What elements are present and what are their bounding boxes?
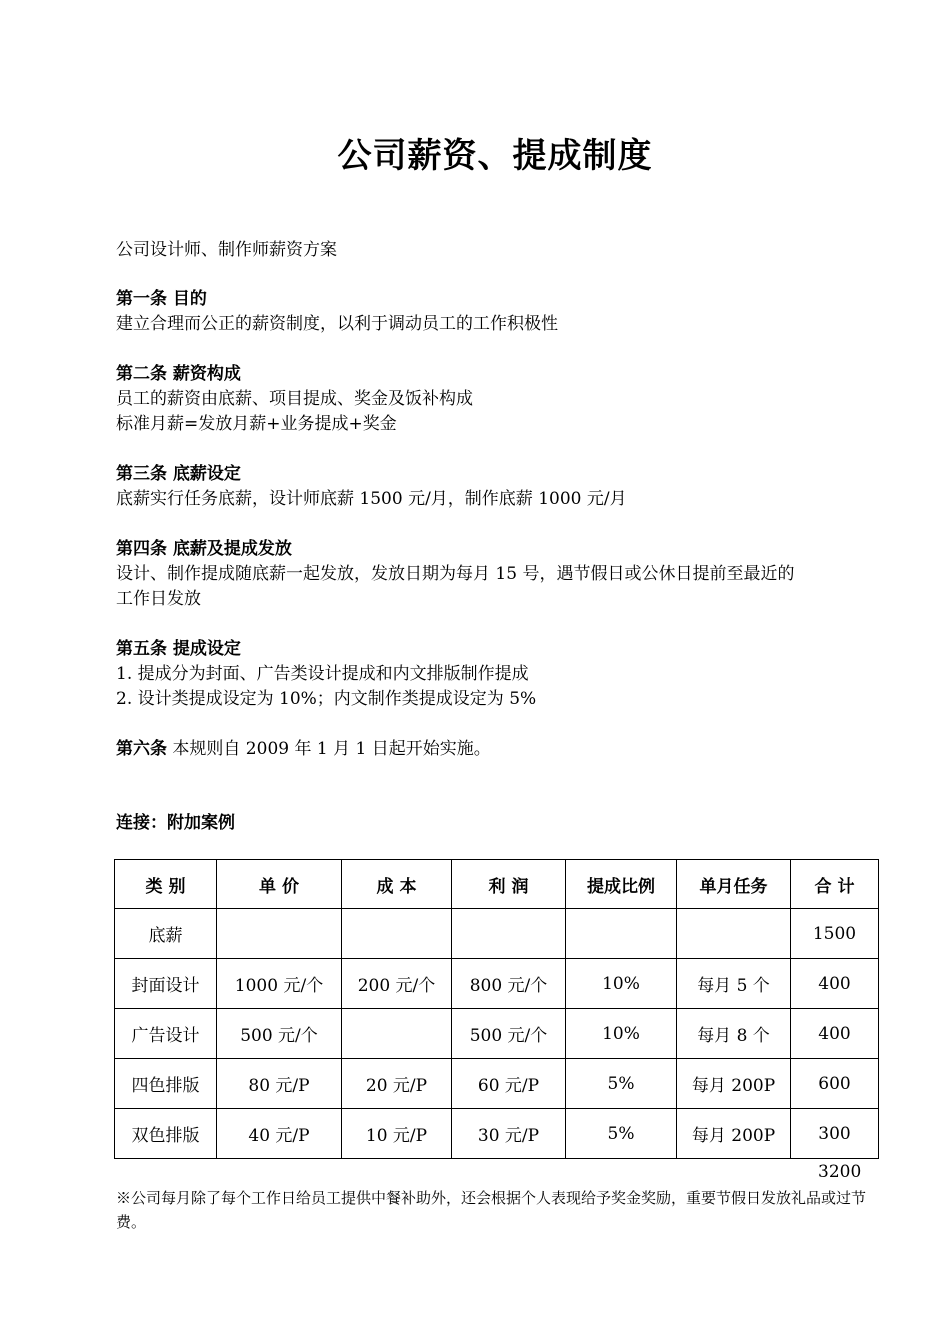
table-cell: 200 元/个 <box>342 959 452 1009</box>
article-5-heading: 第五条 提成设定 <box>116 639 241 659</box>
article-1-heading: 第一条 目的 <box>116 289 207 309</box>
table-cell: 60 元/P <box>452 1059 566 1109</box>
table-cell: 80 元/P <box>217 1059 342 1109</box>
table-cell <box>677 909 791 959</box>
table-cell: 400 <box>791 1009 879 1059</box>
article-6-heading: 第六条 <box>116 739 167 759</box>
table-cell: 1000 元/个 <box>217 959 342 1009</box>
table-cell: 300 <box>791 1109 879 1159</box>
table-cell <box>452 909 566 959</box>
grand-total: 3200 <box>818 1162 862 1182</box>
table-cell: 10% <box>566 1009 677 1059</box>
header-total: 合 计 <box>791 860 879 909</box>
table-cell: 每月 5 个 <box>677 959 791 1009</box>
header-cost: 成 本 <box>342 860 452 909</box>
table-cell: 双色排版 <box>115 1109 217 1159</box>
article-3-line-1: 底薪实行任务底薪，设计师底薪 1500 元/月，制作底薪 1000 元/月 <box>116 489 627 509</box>
footnote: ※公司每月除了每个工作日给员工提供中餐补助外，还会根据个人表现给予奖金奖励，重要节假日发放礼品或过节费。 <box>116 1189 867 1231</box>
table-header-row <box>115 860 879 909</box>
table-cell: 每月 200P <box>677 1059 791 1109</box>
subtitle: 公司设计师、制作师薪资方案 <box>116 240 337 260</box>
table-cell: 1500 <box>791 909 879 959</box>
article-6-text: 本规则自 2009 年 1 月 1 日起开始实施。 <box>167 739 491 759</box>
table-cell: 5% <box>566 1059 677 1109</box>
article-4-line-2: 工作日发放 <box>116 589 201 609</box>
table-cell: 40 元/P <box>217 1109 342 1159</box>
table-cell: 四色排版 <box>115 1059 217 1109</box>
table-row <box>115 959 879 1009</box>
table-cell <box>342 1009 452 1059</box>
table-row <box>115 909 879 959</box>
appendix-title: 连接：附加案例 <box>116 813 235 833</box>
table-cell: 400 <box>791 959 879 1009</box>
table-cell: 底薪 <box>115 909 217 959</box>
table-cell <box>342 909 452 959</box>
table-cell: 30 元/P <box>452 1109 566 1159</box>
article-4-heading: 第四条 底薪及提成发放 <box>116 539 292 559</box>
article-5-line-2: 2. 设计类提成设定为 10%；内文制作类提成设定为 5% <box>116 689 537 709</box>
article-6 <box>116 737 491 762</box>
salary-table <box>114 859 879 1159</box>
article-4-line-1: 设计、制作提成随底薪一起发放，发放日期为每月 15 号，遇节假日或公休日提前至最近的 <box>116 564 795 584</box>
table-cell: 10% <box>566 959 677 1009</box>
table-cell: 500 元/个 <box>452 1009 566 1059</box>
header-unit-price: 单 价 <box>217 860 342 909</box>
table-cell: 20 元/P <box>342 1059 452 1109</box>
table-cell <box>217 909 342 959</box>
header-monthly-task: 单月任务 <box>677 860 791 909</box>
page-title: 公司薪资、提成制度 <box>337 136 653 176</box>
table-row <box>115 1109 879 1159</box>
table-cell: 500 元/个 <box>217 1009 342 1059</box>
article-2-heading: 第二条 薪资构成 <box>116 364 241 384</box>
table-row <box>115 1059 879 1109</box>
header-category: 类 别 <box>115 860 217 909</box>
article-1-line-1: 建立合理而公正的薪资制度，以利于调动员工的工作积极性 <box>116 314 558 334</box>
table-cell: 800 元/个 <box>452 959 566 1009</box>
table-row <box>115 1009 879 1059</box>
salary-table-container <box>114 859 878 1159</box>
header-commission-rate: 提成比例 <box>566 860 677 909</box>
table-cell: 每月 200P <box>677 1109 791 1159</box>
article-2-line-2: 标准月薪=发放月薪+业务提成+奖金 <box>116 414 397 434</box>
header-profit: 利 润 <box>452 860 566 909</box>
table-cell: 600 <box>791 1059 879 1109</box>
table-cell: 每月 8 个 <box>677 1009 791 1059</box>
table-cell: 5% <box>566 1109 677 1159</box>
table-cell: 封面设计 <box>115 959 217 1009</box>
table-cell <box>566 909 677 959</box>
article-2-line-1: 员工的薪资由底薪、项目提成、奖金及饭补构成 <box>116 389 473 409</box>
table-cell: 广告设计 <box>115 1009 217 1059</box>
article-3-heading: 第三条 底薪设定 <box>116 464 241 484</box>
table-cell: 10 元/P <box>342 1109 452 1159</box>
article-5-line-1: 1. 提成分为封面、广告类设计提成和内文排版制作提成 <box>116 664 529 684</box>
